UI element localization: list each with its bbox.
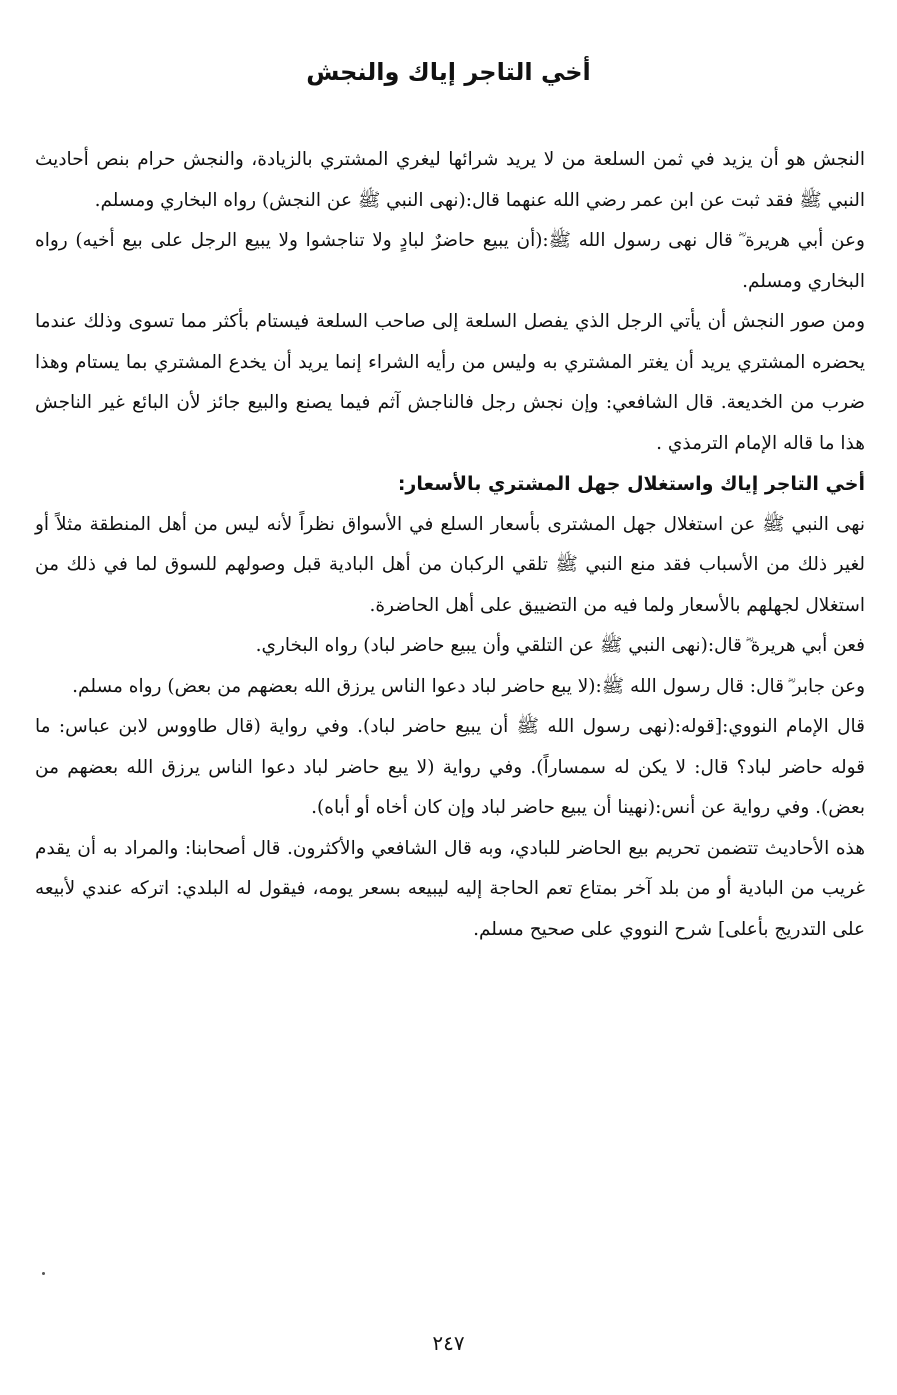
paragraph-exploiting-ignorance: نهى النبي ﷺ عن استغلال جهل المشترى بأسعار السلع في الأسواق نظراً لأنه ليس من أهل المنطقة مثلاً أو لغير ذلك من الأسباب فقد منع النبي ﷺ تلقي الركبان من أهل البادية قبل وصولهم للسوق لما في ذلك من استغلال لجهلهم بالأسعار ولما فيه من التضييق على أهل الحاضرة. xyxy=(35,513,865,616)
page-title: أخي التاجر إياك والنجش xyxy=(306,58,591,86)
paragraph-abu-hurayra-hadith: وعن أبي هريرة ؓ قال نهى رسول الله ﷺ:(أن يبيع حاضرٌ لبادٍ ولا تناجشوا ولا يبيع الرجل على بيع أخيه) رواه البخاري ومسلم. xyxy=(35,230,865,292)
paragraph-nawawi-explanation: هذه الأحاديث تتضمن تحريم بيع الحاضر للبادي، وبه قال الشافعي والأكثرون. قال أصحابنا: والمراد به أن يقدم غريب من البادية أو من بلد آخر بمتاع تعم الحاجة إليه ليبيعه بسعر يومه، فيقول له البلدي: اتركه عندي لأبيعه على التدريج بأعلى] شرح النووي على صحيح مسلم. xyxy=(35,837,865,940)
body-text xyxy=(35,140,865,950)
paragraph-talaqqi-hadith: فعن أبي هريرة ؓ قال:(نهى النبي ﷺ عن التلقي وأن يبيع حاضر لباد) رواه البخاري. xyxy=(255,635,865,656)
paragraph-najash-definition: النجش هو أن يزيد في ثمن السلعة من لا يريد شرائها ليغري المشتري بالزيادة، والنجش حرام بنص أحاديث النبي ﷺ فقد ثبت عن ابن عمر رضي الله عنهما قال:(نهى النبي ﷺ عن النجش) رواه البخاري ومسلم. xyxy=(35,149,865,211)
margin-dot xyxy=(42,1272,45,1275)
section-heading: أخي التاجر إياك واستغلال جهل المشتري بالأسعار: xyxy=(397,473,865,495)
paragraph-najash-forms: ومن صور النجش أن يأتي الرجل الذي يفصل السلعة إلى صاحب السلعة فيستام بأكثر مما تسوى وذلك عندما يحضره المشتري يريد أن يغتر المشتري به وليس من رأيه الشراء إنما يريد أن يخدع المشتري بما يستام وهذا ضرب من الخديعة. قال الشافعي: وإن نجش رجل فالناجش آثم فيما يصنع والبيع جائز لأن البائع غير الناجش هذا ما قاله الإمام الترمذي . xyxy=(35,311,865,454)
paragraph-nawawi-quote: قال الإمام النووي:[قوله:(نهى رسول الله ﷺ أن يبيع حاضر لباد). وفي رواية (قال طاووس لابن عباس: ما قوله حاضر لباد؟ قال: لا يكن له سمساراً). وفي رواية (لا يبع حاضر لباد دعوا الناس يرزق الله بعضهم من بعض). وفي رواية عن أنس:(نهينا أن يبيع حاضر لباد وإن كان أخاه أو أباه). xyxy=(35,716,865,818)
paragraph-jabir-hadith: وعن جابر ؓ قال: قال رسول الله ﷺ:(لا يبع حاضر لباد دعوا الناس يرزق الله بعضهم من بعض) رواه مسلم. xyxy=(72,675,865,697)
page-number: ٢٤٧ xyxy=(432,1331,465,1355)
